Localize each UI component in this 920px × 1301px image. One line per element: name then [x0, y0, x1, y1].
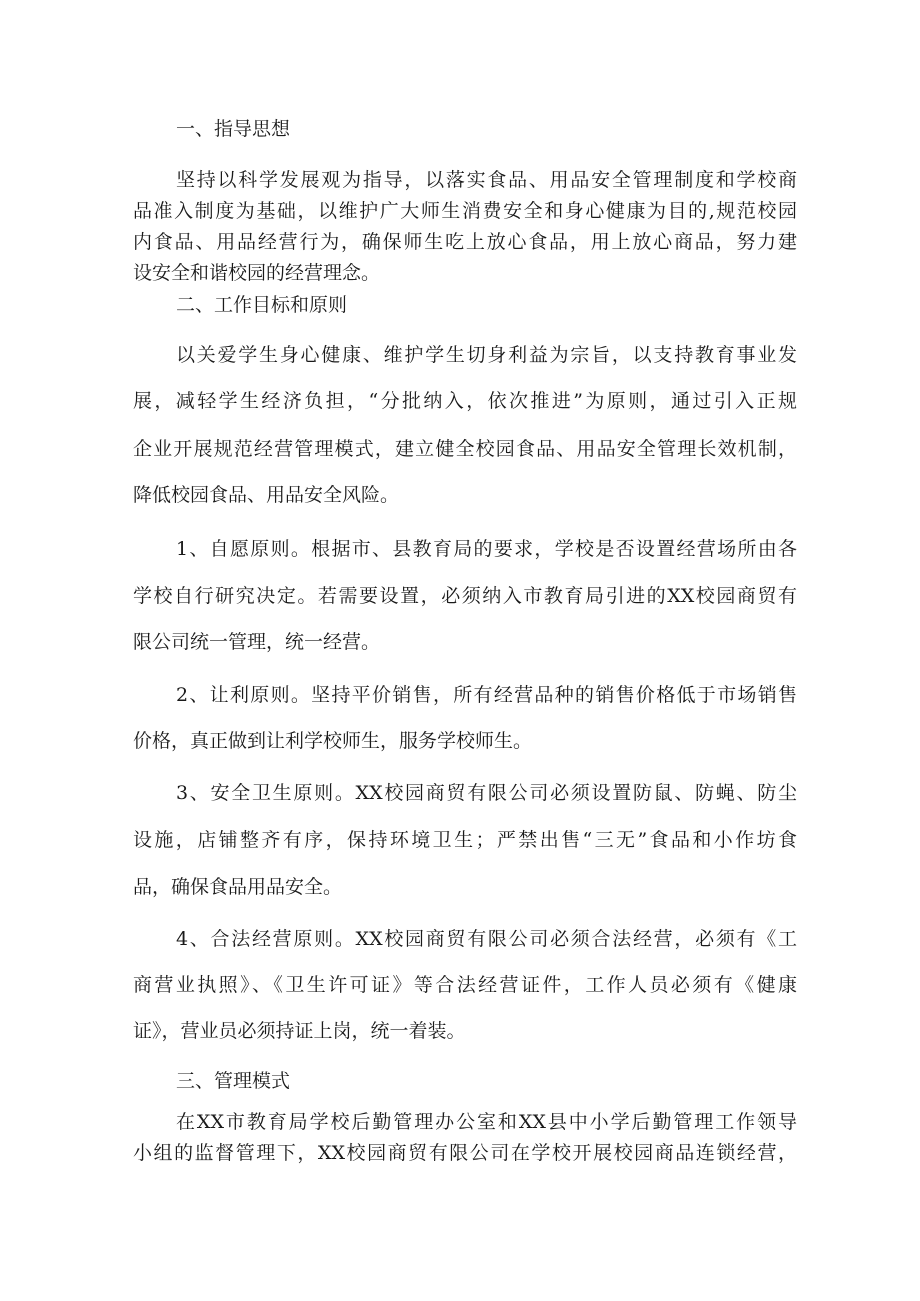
paragraph-line: 在XX市教育局学校后勤管理办公室和XX县中小学后勤管理工作领导	[176, 1111, 797, 1133]
paragraph-line: 设安全和谐校园的经营理念。	[133, 262, 381, 284]
paragraph-line: 2、让利原则。坚持平价销售，所有经营品种的销售价格低于市场销售	[176, 684, 797, 706]
paragraph-line: 内食品、用品经营行为，确保师生吃上放心食品，用上放心商品，努力建	[133, 231, 797, 253]
paragraph-line: 小组的监督管理下，XX校园商贸有限公司在学校开展校园商品连锁经营，	[133, 1142, 797, 1164]
paragraph-line: 企业开展规范经营管理模式，建立健全校园食品、用品安全管理长效机制，	[133, 438, 797, 460]
paragraph-line: 证》，营业员必须持证上岗，统一着装。	[133, 1020, 466, 1042]
paragraph-line: 限公司统一管理，统一经营。	[133, 631, 381, 653]
paragraph-line: 3、安全卫生原则。XX校园商贸有限公司必须设置防鼠、防蝇、防尘	[176, 782, 797, 804]
paragraph-line: 降低校园食品、用品安全风险。	[133, 484, 400, 506]
paragraph-line: 学校自行研究决定。若需要设置，必须纳入市教育局引进的XX校园商贸有	[133, 585, 797, 607]
paragraph-line: 1、自愿原则。根据市、县教育局的要求，学校是否设置经营场所由各	[176, 538, 797, 560]
paragraph-line: 以关爱学生身心健康、维护学生切身利益为宗旨，以支持教育事业发	[176, 344, 797, 366]
paragraph-line: 4、合法经营原则。XX校园商贸有限公司必须合法经营，必须有《工	[176, 928, 797, 950]
paragraph-line: 设施，店铺整齐有序，保持环境卫生；严禁出售“三无”食品和小作坊食	[133, 829, 797, 851]
paragraph-line: 展，减轻学生经济负担，“分批纳入，依次推进”为原则，通过引入正规	[133, 390, 797, 412]
paragraph-line: 坚持以科学发展观为指导，以落实食品、用品安全管理制度和学校商	[176, 169, 797, 191]
section-heading-1: 一、指导思想	[176, 118, 291, 140]
paragraph-line: 价格，真正做到让利学校师生，服务学校师生。	[133, 730, 533, 752]
paragraph-line: 品，确保食品用品安全。	[133, 876, 343, 898]
section-heading-2: 二、工作目标和原则	[176, 294, 348, 316]
paragraph-line: 品准入制度为基础，以维护广大师生消费安全和身心健康为目的,规范校园	[133, 200, 797, 222]
paragraph-line: 商营业执照》、《卫生许可证》等合法经营证件，工作人员必须有《健康	[133, 974, 797, 996]
section-heading-3: 三、管理模式	[176, 1070, 291, 1092]
